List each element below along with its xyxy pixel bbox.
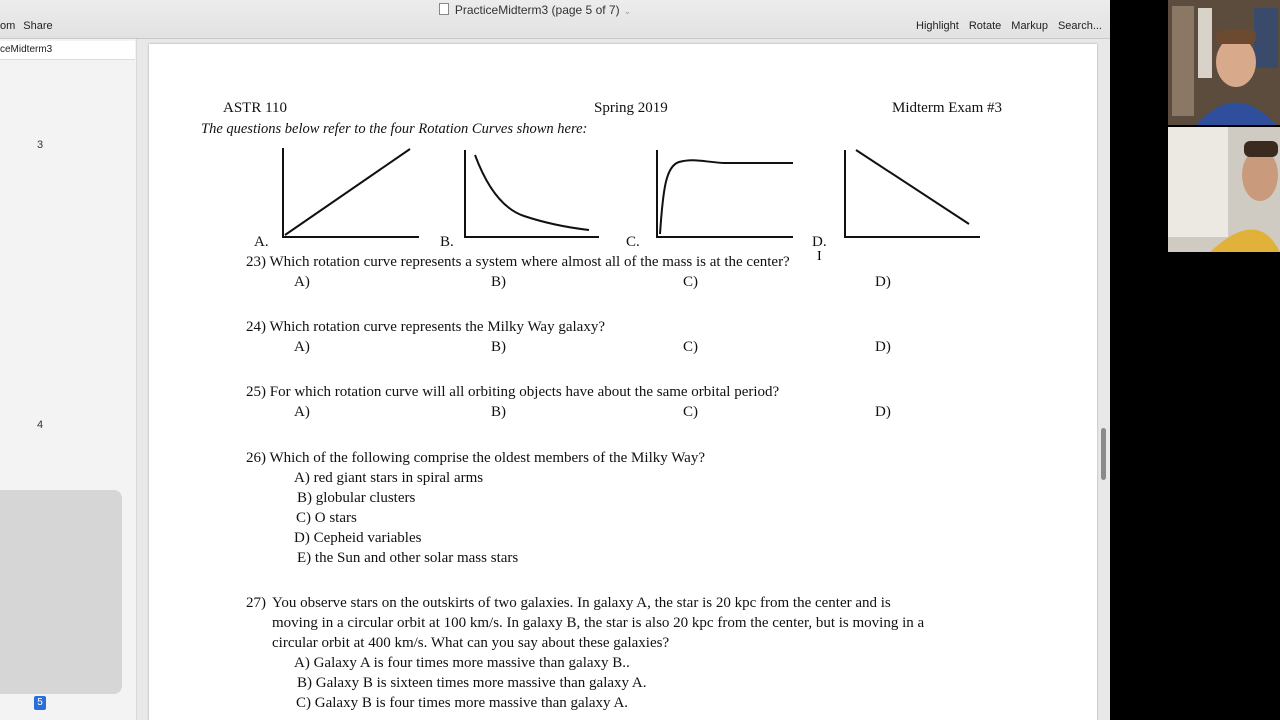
video-participant-2 (1168, 127, 1280, 252)
document-page (149, 44, 1097, 720)
markup-button[interactable]: Markup (1011, 20, 1048, 32)
option-text: O stars (314, 510, 357, 526)
vertical-scrollbar[interactable] (1101, 428, 1106, 480)
thumbnail-page-3[interactable]: 3 (36, 139, 44, 151)
option-letter: C) (296, 695, 311, 711)
option-b (297, 675, 647, 692)
selected-thumbnail[interactable] (0, 490, 122, 694)
question-number: 24) (246, 319, 266, 335)
question-23 (246, 254, 790, 271)
course-header: ASTR 110 (223, 100, 288, 116)
question-24 (246, 319, 605, 336)
highlight-button[interactable]: Highlight (916, 20, 959, 32)
option-c (296, 510, 357, 527)
choice-b: B) (491, 404, 506, 420)
curve-label-a: A. (254, 234, 269, 250)
question-27-line-1: You observe stars on the outskirts of two galaxies. In galaxy A, the star is 20 kpc from the center and is (272, 595, 891, 611)
rotation-curves-figure (149, 44, 1097, 259)
option-text: Cepheid variables (313, 530, 422, 546)
option-letter: C) (296, 510, 311, 526)
curve-b-plot (465, 150, 599, 237)
choice-c: C) (683, 274, 698, 290)
participant-1-image (1168, 0, 1280, 125)
option-letter: E) (297, 550, 312, 566)
question-27-number: 27) (246, 595, 266, 611)
choice-a: A) (294, 404, 310, 420)
question-text: Which rotation curve represents a system where almost all of the mass is at the center? (269, 254, 790, 270)
document-icon (439, 3, 449, 15)
option-e (297, 550, 518, 567)
curve-c-plot (657, 150, 793, 237)
option-text: globular clusters (315, 490, 416, 506)
option-letter: D) (294, 530, 310, 546)
curve-b-line (475, 155, 589, 230)
thumbnail-page-4[interactable]: 4 (36, 419, 44, 431)
right-toolbar (906, 20, 1102, 32)
window-title-text: PracticeMidterm3 (page 5 of 7) (454, 3, 620, 17)
option-b (297, 490, 415, 507)
option-letter: B) (297, 675, 312, 691)
curve-b-axes (465, 150, 599, 237)
question-text: Which rotation curve represents the Milky Way galaxy? (269, 319, 605, 335)
option-text: Galaxy B is four times more massive than galaxy A. (314, 695, 629, 711)
share-button[interactable]: Share (23, 20, 53, 32)
choice-b: B) (491, 339, 506, 355)
thumbnail-page-5[interactable]: 5 (34, 696, 46, 710)
option-d (294, 530, 421, 547)
question-27-line-2: moving in a circular orbit at 100 km/s. In galaxy B, the star is also 20 kpc from the center, but is moving in a (272, 615, 925, 631)
toolbar (0, 0, 1110, 39)
option-text: the Sun and other solar mass stars (314, 550, 519, 566)
curve-c-line (660, 160, 793, 234)
participant-2-image (1168, 127, 1280, 252)
video-participant-1 (1168, 0, 1280, 125)
thumbnail-sidebar (0, 39, 137, 720)
rotate-button[interactable]: Rotate (968, 20, 1002, 32)
choice-d: D) (875, 274, 891, 290)
option-a (294, 470, 483, 487)
question-number: 25) (246, 384, 266, 400)
choice-c: C) (683, 339, 698, 355)
option-text: Galaxy B is sixteen times more massive than galaxy A. (315, 675, 647, 691)
question-text: Which of the following comprise the oldest members of the Milky Way? (269, 450, 705, 466)
curve-label-c: C. (626, 234, 640, 250)
option-letter: A) (294, 655, 310, 671)
choice-d: D) (875, 339, 891, 355)
term-header: Spring 2019 (594, 100, 668, 116)
option-text: Galaxy A is four times more massive than galaxy B.. (313, 655, 630, 671)
curve-d-axes (845, 150, 980, 237)
option-letter: B) (297, 490, 312, 506)
curve-d-plot (845, 150, 980, 237)
option-a (294, 655, 630, 672)
question-number: 23) (246, 254, 266, 270)
curve-label-b: B. (440, 234, 454, 250)
choice-b: B) (491, 274, 506, 290)
left-toolbar (0, 20, 61, 32)
curve-d-line (856, 150, 969, 224)
option-c (296, 695, 628, 712)
chevron-down-icon[interactable]: ⌄ (623, 6, 632, 16)
choice-a: A) (294, 339, 310, 355)
option-letter: A) (294, 470, 310, 486)
question-27-line-3: circular orbit at 400 km/s. What can you say about these galaxies? (272, 635, 670, 651)
question-number: 26) (246, 450, 266, 466)
exam-header: Midterm Exam #3 (892, 100, 1002, 116)
choice-c: C) (683, 404, 698, 420)
choice-a: A) (294, 274, 310, 290)
text-cursor-icon: I (817, 249, 822, 264)
curve-label-d: D. (812, 234, 827, 250)
search-field[interactable]: Search... (1057, 20, 1102, 32)
option-text: red giant stars in spiral arms (313, 470, 484, 486)
sidebar-document-tab[interactable]: ceMidterm3 (0, 41, 135, 60)
question-25 (246, 384, 779, 401)
intro-text: The questions below refer to the four Rotation Curves shown here: (201, 121, 588, 137)
question-26 (246, 450, 705, 467)
curve-a-plot (283, 148, 419, 237)
choice-d: D) (875, 404, 891, 420)
curve-a-axes (283, 148, 419, 237)
zoom-button[interactable]: om (0, 20, 16, 32)
question-text: For which rotation curve will all orbiting objects have about the same orbital period? (269, 384, 780, 400)
window-title (0, 3, 1070, 17)
curve-a-line (285, 149, 410, 235)
